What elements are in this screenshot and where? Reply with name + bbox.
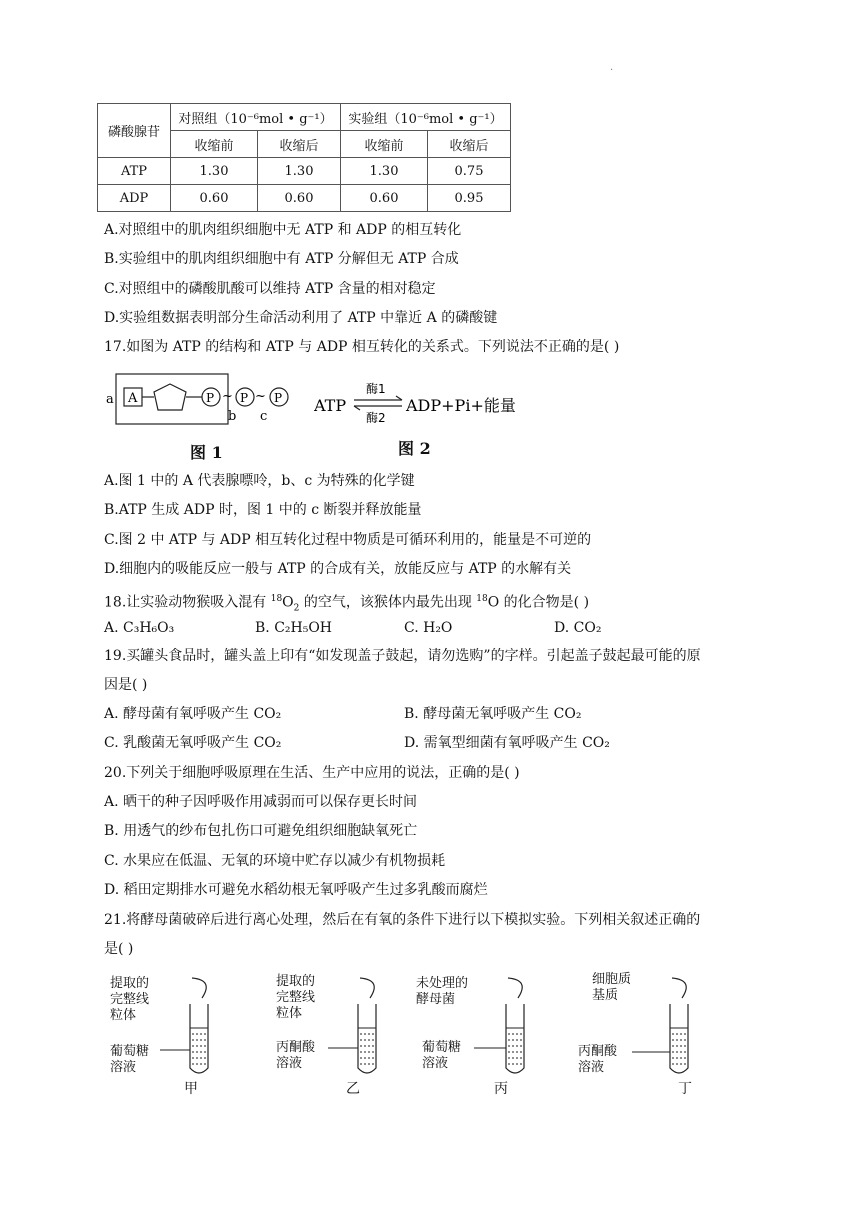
tube-ding — [578, 972, 748, 1112]
q21-stem-line2: 是( ) — [104, 941, 134, 957]
table-cell: 0.75 — [428, 158, 511, 185]
tube-top-label: 粒体 — [110, 1008, 137, 1023]
isotope-superscript: 18 — [270, 594, 283, 604]
q18-option-a: A. C₃H₆O₃ — [104, 620, 175, 636]
q16-option-b: B.实验组中的肌肉组织细胞中有 ATP 分解但无 ATP 合成 — [104, 251, 459, 267]
fig1-label-a: a — [106, 392, 114, 407]
q17-stem: 17.如图为 ATP 的结构和 ATP 与 ADP 相互转化的关系式。下列说法不正确的是( ) — [104, 339, 620, 355]
table-cell: 1.30 — [171, 158, 258, 185]
atp-structure-figure — [104, 372, 304, 432]
q18-stem-part: 的空气，该猴体内最先出现 — [299, 594, 477, 611]
q17-option-a: A.图 1 中的 A 代表腺嘌呤，b、c 为特殊的化学键 — [104, 473, 415, 489]
subscript-2: 2 — [293, 603, 300, 614]
test-tube-icon — [322, 972, 382, 1082]
fig2-atp: ATP — [314, 396, 347, 415]
q19-option-b: B. 酵母菌无氧呼吸产生 CO₂ — [404, 706, 582, 722]
q19-option-a: A. 酵母菌有氧呼吸产生 CO₂ — [104, 706, 282, 722]
q17-option-d: D.细胞内的吸能反应一般与 ATP 的合成有关，放能反应与 ATP 的水解有关 — [104, 561, 572, 577]
atp-adp-table — [97, 103, 511, 212]
table-cell: 1.30 — [341, 158, 428, 185]
fig1-A: A — [128, 391, 138, 406]
reverse-arrow-head — [354, 406, 360, 410]
fig2-enzyme2: 酶2 — [366, 411, 386, 425]
q18-option-c: C. H₂O — [404, 620, 453, 636]
experiment-group-header: 实验组（10⁻⁶mol • g⁻¹） — [341, 104, 511, 131]
tube-top-label: 基质 — [592, 988, 619, 1003]
tube-bottom-label: 溶液 — [422, 1056, 449, 1071]
q19-stem-line2: 因是( ) — [104, 677, 148, 693]
tube-bing — [416, 972, 586, 1112]
tube-bottom-label: 丙酮酸 — [276, 1040, 316, 1055]
tube-bottom-label: 溶液 — [110, 1060, 137, 1075]
tube-top-label: 粒体 — [276, 1006, 303, 1021]
isotope-superscript: 18 — [476, 594, 488, 604]
fig1-P: P — [274, 391, 283, 405]
fig2-products: ADP+Pi+能量 — [406, 396, 516, 415]
table-cell: 0.60 — [258, 185, 341, 212]
q19-stem-line1: 19.买罐头食品时，罐头盖上印有“如发现盖子鼓起，请勿选购”的字样。引起盖子鼓起最可能的原 — [104, 648, 701, 664]
q17-option-b: B.ATP 生成 ADP 时，图 1 中的 c 断裂并释放能量 — [104, 502, 422, 518]
tube-name: 乙 — [346, 1081, 360, 1097]
tube-bottom-label: 葡萄糖 — [422, 1040, 462, 1055]
tube-jia — [104, 972, 264, 1112]
forward-arrow-head — [396, 396, 402, 400]
fig2-caption: 图 2 — [398, 439, 431, 458]
tube-top-label: 未处理的 — [416, 976, 469, 991]
tube-bottom-label: 溶液 — [276, 1056, 303, 1071]
q16-option-c: C.对照组中的磷酸肌酸可以维持 ATP 含量的相对稳定 — [104, 281, 436, 297]
tube-top-label: 细胞质 — [592, 972, 632, 987]
q19-option-c: C. 乳酸菌无氧呼吸产生 CO₂ — [104, 735, 282, 751]
table-cell: ADP — [98, 185, 171, 212]
fig1-c: c — [260, 409, 268, 424]
q16-option-d: D.实验组数据表明部分生命活动利用了 ATP 中靠近 A 的磷酸键 — [104, 310, 498, 326]
ribose-pentagon — [154, 384, 186, 410]
tube-top-label: 完整线 — [110, 992, 150, 1007]
page-dot: . — [610, 62, 614, 73]
tube-top-label: 完整线 — [276, 990, 316, 1005]
q16-option-a: A.对照组中的肌肉组织细胞中无 ATP 和 ADP 的相互转化 — [104, 222, 462, 238]
q20-option-b: B. 用透气的纱布包扎伤口可避免组织细胞缺氧死亡 — [104, 823, 418, 839]
q18-stem-part: O — [282, 594, 294, 611]
q18-stem-part: 18.让实验动物猴吸入混有 — [104, 594, 271, 611]
fig2-enzyme1: 酶1 — [366, 382, 386, 396]
test-tube-icon — [154, 972, 214, 1082]
table-cell: 0.60 — [341, 185, 428, 212]
test-tube-icon — [466, 972, 536, 1082]
control-after-header: 收缩后 — [258, 131, 341, 158]
q20-option-c: C. 水果应在低温、无氧的环境中贮存以减少有机物损耗 — [104, 853, 446, 869]
q20-stem: 20.下列关于细胞呼吸原理在生活、生产中应用的说法，正确的是( ) — [104, 765, 520, 781]
high-energy-bond-c: ~ — [255, 389, 266, 404]
tube-bottom-label: 葡萄糖 — [110, 1044, 150, 1059]
fig1-caption: 图 1 — [190, 443, 223, 462]
fig1-P: P — [206, 391, 215, 405]
row-header: 磷酸腺苷 — [98, 104, 171, 158]
tube-top-label: 酵母菌 — [416, 992, 456, 1007]
q20-option-a: A. 晒干的种子因呼吸作用减弱而可以保存更长时间 — [104, 794, 418, 810]
control-group-header: 对照组（10⁻⁶mol • g⁻¹） — [171, 104, 341, 131]
experiment-after-header: 收缩后 — [428, 131, 511, 158]
tube-name: 丁 — [678, 1081, 692, 1097]
experiment-before-header: 收缩前 — [341, 131, 428, 158]
table-cell: 0.60 — [171, 185, 258, 212]
q18-option-b: B. C₂H₅OH — [255, 620, 333, 636]
high-energy-bond-b: ~ — [222, 389, 233, 404]
fig1-P: P — [240, 391, 249, 405]
atp-adp-conversion-figure — [314, 378, 524, 426]
q18-option-d: D. CO₂ — [554, 620, 602, 636]
tube-top-label: 提取的 — [110, 976, 150, 991]
tube-yi — [272, 972, 432, 1112]
tube-top-label: 提取的 — [276, 974, 316, 989]
q18-stem-part: O 的化合物是( ) — [487, 594, 590, 611]
test-tube-icon — [628, 972, 698, 1082]
q19-option-d: D. 需氧型细菌有氧呼吸产生 CO₂ — [404, 735, 610, 751]
table-cell: 1.30 — [258, 158, 341, 185]
table-row — [98, 185, 511, 212]
q20-option-d: D. 稻田定期排水可避免水稻幼根无氧呼吸产生过多乳酸而腐烂 — [104, 882, 488, 898]
q17-option-c: C.图 2 中 ATP 与 ADP 相互转化过程中物质是可循环利用的，能量是不可逆的 — [104, 532, 592, 548]
table-cell: 0.95 — [428, 185, 511, 212]
tube-name: 丙 — [494, 1081, 508, 1097]
control-before-header: 收缩前 — [171, 131, 258, 158]
table-row — [98, 158, 511, 185]
table-cell: ATP — [98, 158, 171, 185]
q21-stem-line1: 21.将酵母菌破碎后进行离心处理，然后在有氧的条件下进行以下模拟实验。下列相关叙述正确的 — [104, 912, 701, 928]
q18-stem — [104, 590, 589, 617]
tube-bottom-label: 丙酮酸 — [578, 1044, 618, 1059]
tube-bottom-label: 溶液 — [578, 1060, 605, 1075]
fig1-b: b — [228, 409, 237, 424]
tube-name: 甲 — [184, 1081, 198, 1097]
